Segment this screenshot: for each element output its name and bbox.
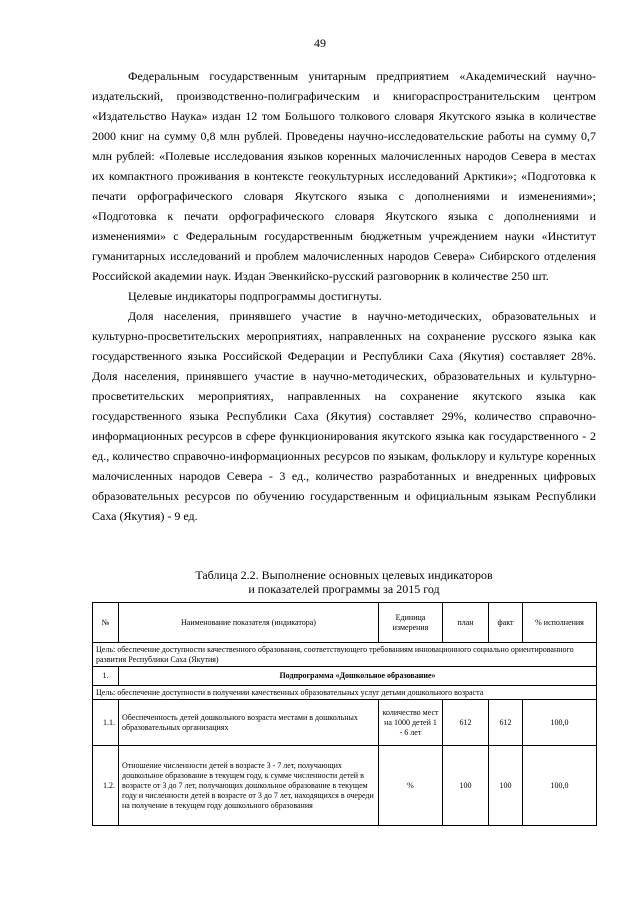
table-header-row (93, 603, 597, 643)
goal-program: Цель: обеспечение доступности качественного образования, соответствующего требованиям инновационного социально ориентированного развития Республики Саха (Якутия) (93, 643, 597, 667)
row-fact: 100 (489, 746, 523, 826)
row-name: Обеспеченность детей дошкольного возраста местами в дошкольных образовательных организациях (119, 700, 379, 746)
paragraph-publishing: Федеральным государственным унитарным предприятием «Академический научно-издательский, производственно-полиграфическим и книгораспространительским центром «Издательство Наука» издан 12 том Большого толкового словаря Якутского языка в количестве 2000 книг на сумму 0,8 млн рублей. Проведены научно-исследовательские работы на сумму 0,7 млн рублей: «Полевые исследования языков коренных малочисленных народов Севера в местах их компактного проживания в контексте геокультурных исследований Арктики»; «Подготовка к печати орфографического словаря Якутского языка с дополнениями и изменениями»; «Подготовка к печати орфографического словаря Якутского языка с дополнениями и изменениями» с Федеральным государственным бюджетным учреждением науки «Институт гуманитарных исследований и проблем малочисленных народов Севера» Сибирского отделения Российской академии наук. Издан Эвенкийско-русский разговорник в количестве 250 шт. (92, 69, 596, 283)
header-num: № (93, 603, 119, 643)
header-plan: план (443, 603, 489, 643)
row-plan: 612 (443, 700, 489, 746)
paragraph-population-share: Доля населения, принявшего участие в научно-методических, образовательных и культурно-просветительских мероприятиях, направленных на сохранение русского языка как государственного языка Российской Федерации и Республики Саха (Якутия) составляет 28%. Доля населения, принявшего участие в научно-методических, образовательных и культурно-просветительских мероприятиях, направленных на сохранение якутского языка как государственного языка Республики Саха (Якутия) составляет 29%, количество справочно-информационных ресурсов в сфере функционирования якутского языка как государственного - 2 ед., количество справочно-информационных ресурсов по языкам, фольклору и культуре коренных малочисленных народов Севера - 3 ед., количество разработанных и внедренных цифровых образовательных ресурсов по обучению государственным и официальным языкам Республики Саха (Якутия) - 9 ед. (92, 309, 596, 523)
row-percent: 100,0 (523, 746, 597, 826)
paragraph-indicators-achieved: Целевые индикаторы подпрограммы достигнуты. (128, 289, 382, 303)
header-unit: Единица измерения (379, 603, 443, 643)
row-fact: 612 (489, 700, 523, 746)
row-plan: 100 (443, 746, 489, 826)
header-percent: % исполнения (523, 603, 597, 643)
header-fact: факт (489, 603, 523, 643)
goal-subprogram-row (93, 686, 597, 700)
row-unit: количество мест на 1000 детей 1 - 6 лет (379, 700, 443, 746)
page-number: 49 (314, 36, 326, 50)
table-row (93, 700, 597, 746)
indicators-table (92, 602, 597, 826)
row-num: 1.2. (93, 746, 119, 826)
subprogram-row (93, 667, 597, 686)
table-caption-line1: Таблица 2.2. Выполнение основных целевых индикаторов (195, 568, 493, 582)
row-percent: 100,0 (523, 700, 597, 746)
table-caption (92, 568, 596, 596)
table-caption-line2: и показателей программы за 2015 год (248, 582, 440, 596)
header-name: Наименование показателя (индикатора) (119, 603, 379, 643)
subprogram-num: 1. (93, 667, 119, 686)
goal-program-row (93, 643, 597, 667)
row-unit: % (379, 746, 443, 826)
goal-subprogram: Цель: обеспечение доступности в получении качественных образовательных услуг детьми дошкольного возраста (93, 686, 597, 700)
row-name: Отношение численности детей в возрасте 3 - 7 лет, получающих дошкольное образование в текущем году, к сумме численности детей в возрасте от 3 до 7 лет, получающих дошкольное образование в текущем году и численности детей в возрасте от 3 до 7 лет, находящихся в очереди на получение в текущем году дошкольного образования (119, 746, 379, 826)
table-row (93, 746, 597, 826)
body-text (92, 66, 596, 526)
row-num: 1.1. (93, 700, 119, 746)
subprogram-title: Подпрограмма «Дошкольное образование» (119, 667, 597, 686)
